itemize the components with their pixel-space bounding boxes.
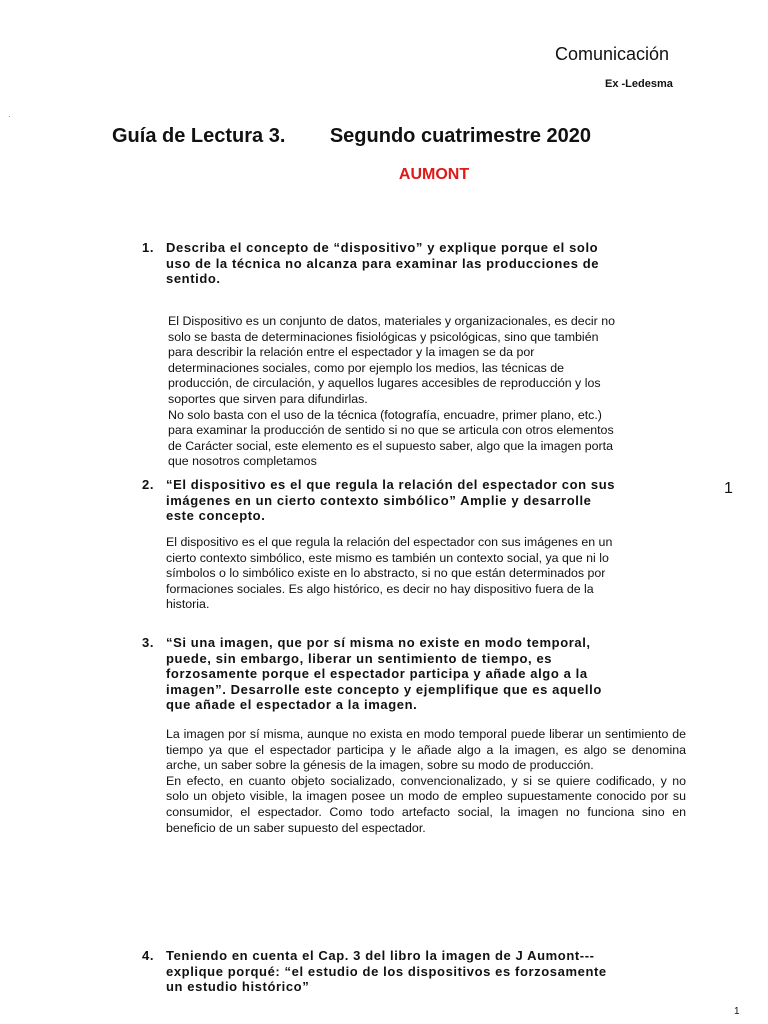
question-text — [166, 635, 602, 713]
question-number: 4. — [142, 948, 155, 963]
course-subtitle: Ex -Ledesma — [605, 78, 673, 90]
question-2 — [142, 477, 702, 525]
answer-paragraph: En efecto, en cuanto objeto socializado, convencionalizado, y si se quiere codificado, y no solo un objeto visible, la imagen posee un modo de empleo supuestamente conocido por su consumidor, el espectador. Como todo artefacto social, la imagen no funciona sino en beneficio de un saber supuesto del espectador. — [166, 773, 686, 835]
question-line: puede, sin embargo, liberar un sentimiento de tiempo, es — [166, 650, 553, 666]
answer-2 — [166, 535, 691, 613]
answer-1 — [168, 314, 688, 470]
answer-line: símbolos o lo simbólico existe en lo abstracto, si no que están determinados por — [166, 566, 606, 581]
question-line: imagen”. Desarrolle este concepto y ejemplifique que es aquello — [166, 681, 602, 697]
author-heading: AUMONT — [398, 166, 470, 183]
question-4 — [142, 948, 712, 996]
answer-line: para examinar la producción de sentido si no que se articula con otros elementos — [168, 423, 614, 438]
question-text — [166, 240, 599, 287]
question-text — [166, 948, 607, 995]
answer-line: de Carácter social, este elemento es el supuesto saber, algo que la imagen porta — [168, 438, 613, 453]
side-page-number: 1 — [724, 480, 733, 497]
question-line: “El dispositivo es el que regula la relación del espectador con sus — [166, 477, 616, 492]
question-line: este concepto. — [166, 508, 266, 523]
question-line: “Si una imagen, que por sí misma no existe en modo temporal, — [166, 635, 591, 650]
question-line: un estudio histórico” — [166, 979, 310, 994]
question-number: 2. — [142, 477, 155, 492]
answer-line: producción, de circulación, y aquellos lugares accesibles de reproducción y los — [168, 376, 601, 391]
course-title: Comunicación — [555, 44, 670, 64]
question-line: forzosamente porque el espectador participa y añade algo a la — [166, 666, 588, 681]
question-3 — [142, 635, 702, 715]
answer-line: formaciones sociales. Es algo histórico, es decir no hay dispositivo fuera de la — [166, 581, 594, 596]
question-number: 3. — [142, 635, 155, 650]
question-text — [166, 477, 615, 524]
question-number: 1. — [142, 240, 155, 255]
answer-paragraph: La imagen por sí misma, aunque no exista en modo temporal puede liberar un sentimiento de tiempo ya que el espectador participa y le añade algo a la imagen, es algo se denomina arche, un saber sobre la génesis de la imagen, sobre su modo de producción. — [166, 727, 686, 773]
answer-line: que nosotros completamos — [168, 454, 317, 469]
question-1 — [142, 240, 702, 288]
question-line: que añade el espectador a la imagen. — [166, 697, 418, 712]
answer-line: para describir la relación entre el espectador y la imagen se da por — [168, 345, 535, 360]
stray-dot: · — [8, 112, 11, 121]
answer-line: El Dispositivo es un conjunto de datos, materiales y organizacionales, es decir no — [168, 314, 615, 328]
question-line: explique porqué: “el estudio de los dispositivos es forzosamente — [166, 963, 607, 979]
answer-line: solo se basta de determinaciones fisiológicas y psicológicas, sino que también — [168, 329, 599, 344]
answer-line: determinaciones sociales, como por ejemplo los medios, las técnicas de — [168, 360, 565, 375]
question-line: imágenes en un cierto contexto simbólico” Amplie y desarrolle — [166, 492, 592, 508]
question-line: Describa el concepto de “dispositivo” y explique porque el solo — [166, 240, 599, 255]
answer-line: cierto contexto simbólico, este mismo es también un contexto social, ya que ni lo — [166, 550, 609, 565]
question-line: sentido. — [166, 271, 221, 286]
answer-3 — [166, 727, 686, 836]
question-line: uso de la técnica no alcanza para examinar las producciones de — [166, 255, 600, 271]
footer-page-number: 1 — [734, 1006, 740, 1017]
answer-line: historia. — [166, 597, 210, 612]
answer-line: No solo basta con el uso de la técnica (fotografía, encuadre, primer plano, etc.) — [168, 407, 602, 422]
guide-title: Guía de Lectura 3. Segundo cuatrimestre 2020 — [112, 125, 592, 147]
question-line: Teniendo en cuenta el Cap. 3 del libro la imagen de J Aumont--- — [166, 948, 595, 963]
answer-line: El dispositivo es el que regula la relación del espectador con sus imágenes en un — [166, 535, 613, 549]
answer-line: soportes que sirven para difundirlas. — [168, 391, 368, 406]
